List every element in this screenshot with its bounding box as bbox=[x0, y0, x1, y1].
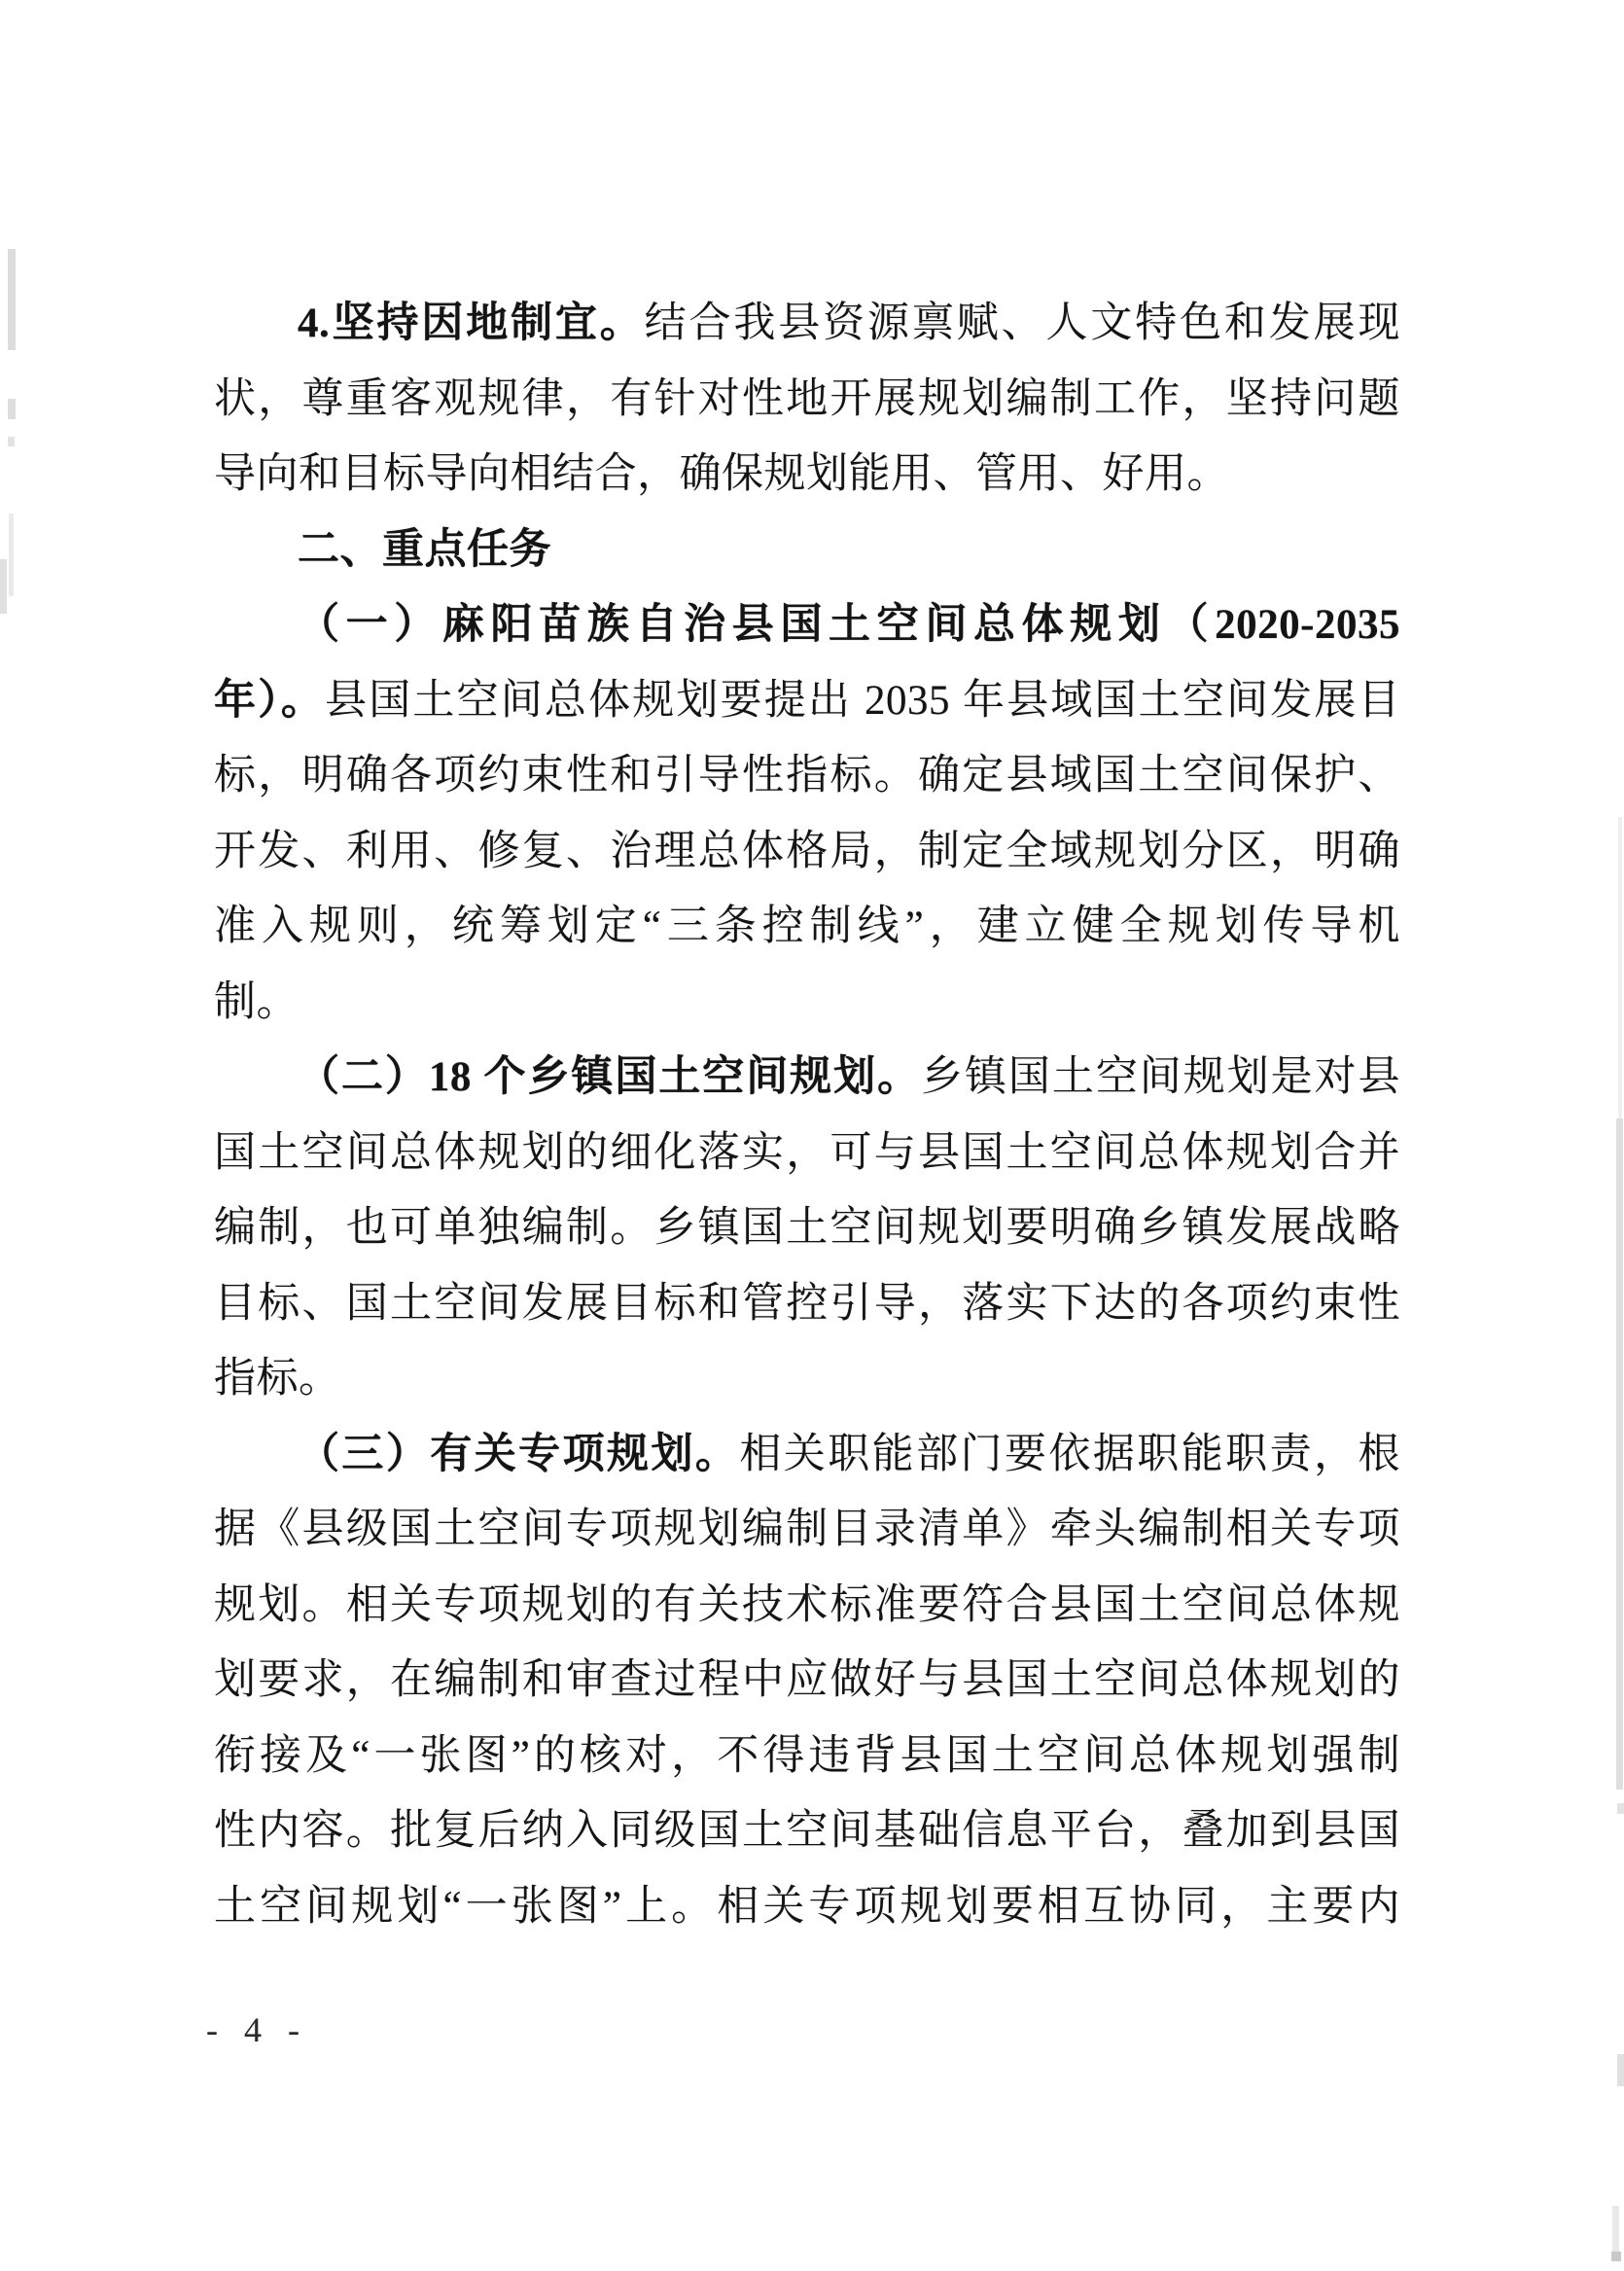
page-footer bbox=[206, 2009, 308, 2050]
document-lines bbox=[214, 286, 1400, 1944]
text-segment: 目标、国土空间发展目标和管控引导，落实下达的各项约束性 bbox=[214, 1280, 1400, 1327]
text-line bbox=[214, 1568, 1400, 1644]
scan-artifact bbox=[8, 437, 15, 446]
scan-artifact bbox=[1616, 1118, 1623, 1790]
text-segment: 状，尊重客观规律，有针对性地开展规划编制工作，坚持问题 bbox=[214, 375, 1400, 422]
page-number: - 4 - bbox=[206, 2010, 308, 2049]
text-line bbox=[214, 1793, 1400, 1869]
text-line bbox=[214, 1417, 1400, 1493]
scan-artifact bbox=[8, 399, 16, 419]
text-segment-bold: 二、重点任务 bbox=[298, 526, 551, 573]
text-line bbox=[214, 587, 1400, 663]
text-segment-bold: 4.坚持因地制宜。 bbox=[298, 301, 645, 346]
text-segment: 规划。相关专项规划的有关技术标准要符合县国土空间总体规 bbox=[214, 1581, 1400, 1628]
text-segment: 导向和目标导向相结合，确保规划能用、管用、好用。 bbox=[214, 451, 1229, 497]
text-line bbox=[214, 1719, 1400, 1794]
text-line bbox=[214, 362, 1400, 438]
text-line bbox=[214, 738, 1400, 814]
text-line bbox=[214, 1040, 1400, 1116]
text-segment: 准入规则，统筹划定“三条控制线”，建立健全规划传导机 bbox=[214, 904, 1400, 949]
text-segment: 指标。 bbox=[214, 1356, 341, 1402]
text-segment: 土空间规划“一张图”上。相关专项规划要相互协同，主要内 bbox=[214, 1883, 1400, 1930]
text-segment: 开发、利用、修复、治理总体格局，制定全域规划分区，明确 bbox=[214, 828, 1400, 874]
text-segment-bold: 年）。 bbox=[214, 677, 326, 724]
text-line bbox=[214, 1643, 1400, 1719]
scan-artifact bbox=[1612, 2206, 1619, 2252]
text-segment-bold: （一）麻阳苗族自治县国土空间总体规划（2020-2035 bbox=[298, 602, 1400, 648]
text-segment: 衔接及“一张图”的核对，不得违背县国土空间总体规划强制 bbox=[214, 1732, 1400, 1779]
text-segment: 划要求，在编制和审查过程中应做好与县国土空间总体规划的 bbox=[214, 1657, 1400, 1703]
text-line bbox=[214, 513, 1400, 588]
text-segment: 县国土空间总体规划要提出 2035 年县域国土空间发展目 bbox=[325, 677, 1401, 724]
text-line bbox=[214, 889, 1400, 965]
text-line bbox=[214, 663, 1400, 739]
text-line bbox=[214, 1116, 1400, 1191]
text-line bbox=[214, 1492, 1400, 1568]
text-segment-bold: （三）有关专项规划。 bbox=[298, 1431, 740, 1477]
text-segment: 乡镇国土空间规划是对县 bbox=[921, 1054, 1401, 1100]
scan-artifact bbox=[9, 514, 14, 596]
text-line bbox=[214, 286, 1400, 362]
text-line bbox=[214, 1190, 1400, 1266]
text-line bbox=[214, 814, 1400, 890]
text-segment: 据《县级国土空间专项规划编制目录清单》牵头编制相关专项 bbox=[214, 1507, 1400, 1552]
text-segment: 性内容。批复后纳入同级国土空间基础信息平台，叠加到县国 bbox=[214, 1808, 1400, 1854]
text-segment: 相关职能部门要依据职能职责，根 bbox=[739, 1431, 1400, 1477]
text-line bbox=[214, 437, 1400, 513]
text-line bbox=[214, 965, 1400, 1041]
text-line bbox=[214, 1341, 1400, 1417]
text-segment: 制。 bbox=[214, 978, 299, 1025]
text-segment-bold: （二）18 个乡镇国土空间规划。 bbox=[298, 1054, 922, 1100]
scan-artifact bbox=[8, 249, 16, 350]
scan-artifact bbox=[0, 559, 7, 614]
text-line bbox=[214, 1869, 1400, 1945]
scan-artifact bbox=[1617, 1803, 1624, 1814]
text-segment: 结合我县资源禀赋、人文特色和发展现 bbox=[644, 301, 1401, 346]
scan-artifact bbox=[1611, 2252, 1621, 2261]
scan-artifact bbox=[1617, 2054, 1624, 2086]
text-segment: 编制，也可单独编制。乡镇国土空间规划要明确乡镇发展战略 bbox=[214, 1205, 1400, 1251]
scan-artifact bbox=[1618, 817, 1622, 1118]
text-line bbox=[214, 1266, 1400, 1342]
text-segment: 标，明确各项约束性和引导性指标。确定县域国土空间保护、 bbox=[214, 753, 1400, 798]
text-segment: 国土空间总体规划的细化落实，可与县国土空间总体规划合并 bbox=[214, 1129, 1400, 1176]
